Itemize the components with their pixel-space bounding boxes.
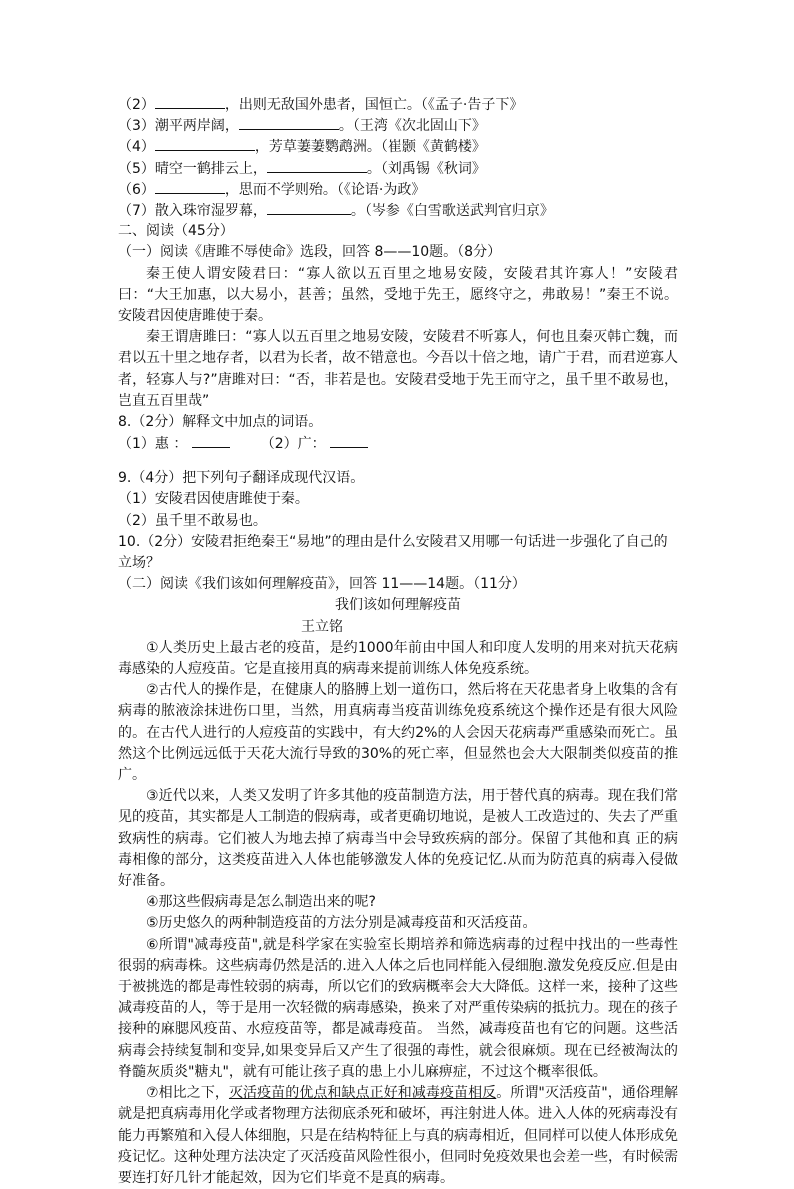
fill-in-item	[118, 94, 678, 115]
article-paragraph-3: ③近代以来，人类又发明了许多其他的疫苗制造方法，用于替代真的病毒。现在我们常见的疫苗，其实都是人工制造的假病毒，或者更确切地说，是被人工改造过的、失去了严重致病性的病毒。它们被人为地去掉了病毒当中会导致疾病的部分。保留了其他和真 正的病毒相像的部分，这类疫苗进入人体也能够激发人体的免疫记忆.从而为防范真的病毒入侵做好准备。	[118, 788, 678, 890]
fill-in-item	[118, 200, 678, 221]
item-number: （4）	[118, 139, 155, 156]
article-paragraph-4: ④那这些假病毒是怎么制造出来的呢?	[146, 894, 376, 911]
question-9-item-2: （2）虽千里不敢易也。	[118, 512, 267, 529]
question-8: 8.（2分）解释文中加点的词语。	[118, 413, 323, 430]
question-9: 9.（4分）把下列句子翻译成现代汉语。	[118, 470, 365, 487]
item-number: （2）	[118, 97, 155, 113]
article-paragraph-5: ⑤历史悠久的两种制造疫苗的方法分别是减毒疫苗和灭活疫苗。	[146, 915, 537, 932]
item-suffix-text: ，出则无敌国外患者，国恒亡。（《孟子·告子下》	[224, 97, 524, 113]
answer-space	[118, 454, 678, 468]
answer-blank[interactable]	[155, 179, 225, 194]
item-suffix-text: 。（岑参《白雪歌送武判官归京》	[350, 202, 554, 219]
item-number: （3）	[118, 118, 155, 135]
article-title: 我们该如何理解疫苗	[335, 597, 461, 614]
item-suffix-text: 。（王湾《次北固山下》	[338, 118, 486, 135]
answer-blank[interactable]	[239, 115, 339, 130]
q8-item-2-label: （2）广：	[260, 436, 326, 453]
item-prefix-text: 潮平两岸阔，	[154, 118, 239, 135]
fill-in-item	[118, 136, 678, 157]
item-number: （5）	[118, 160, 155, 177]
q8-item-1-label: （1）惠 ：	[118, 436, 188, 453]
q8-item-2-blank[interactable]	[330, 433, 368, 448]
item-number: （7）	[118, 202, 155, 219]
fill-in-item	[118, 115, 678, 136]
p7-underlined-sentence: 灭活疫苗的优点和缺点正好和减毒疫苗相反	[228, 1085, 497, 1102]
section-title: 二、阅读（45分）	[118, 223, 234, 240]
part1-heading: （一）阅读《唐雎不辱使命》选段，回答 8——10题。（8分）	[118, 244, 502, 261]
p7-rest: 。所谓"灭活疫苗"，通俗理解就是把真病毒用化学或者物理方法彻底杀死和破坏，再注射进人体。进入人体的死病毒没有能力再繁殖和入侵人体细胞，只是在结构特征上与真的病毒相近，但同样可以使人体形成免疫记忆。这种处理方法决定了灭活疫苗风险性很小，但同时免疫效果也会差一些，有时候需要连打好几针才能起效，因为它们毕竟不是真的病毒。	[118, 1085, 678, 1186]
answer-blank[interactable]	[155, 94, 225, 109]
passage-paragraph-2: 秦王谓唐雎曰：“寡人以五百里之地易安陵，安陵君不听寡人，何也且秦灭韩亡魏，而君以五十里之地存者，以君为长者，故不错意也。今吾以十倍之地，请广于君，而君逆寡人者，轻寡人与?”唐雎对曰：“否，非若是也。安陵君受地于先王而守之，虽千里不敢易也，岂直五百里哉”	[118, 329, 678, 409]
item-prefix-text: 晴空一鹤排云上，	[154, 160, 267, 177]
article-author: 王立铭	[301, 618, 343, 635]
article-paragraph-1: ①人类历史上最古老的疫苗，是约1000年前由中国人和印度人发明的用来对抗天花病毒感染的人痘疫苗。它是直接用真的病毒来提前训练人体免疫系统。	[118, 639, 678, 678]
question-10: 10.（2分）安陵君拒绝秦王“易地”的理由是什么安陵君又用哪一句话进一步强化了自己的立场？	[118, 533, 668, 572]
p7-lead: ⑦相比之下，	[146, 1085, 229, 1102]
part2-heading: （二）阅读《我们该如何理解疫苗》，回答 11——14题。（11分）	[118, 576, 526, 593]
fill-in-section	[118, 94, 678, 221]
article-paragraph-7	[118, 1083, 678, 1189]
item-suffix-text: ，芳草萋萋鹦鹉洲。（崔颢《黄鹤楼》	[254, 139, 486, 156]
question-9-item-1: （1）安陵君因使唐雎使于秦。	[118, 491, 309, 508]
exam-content	[118, 94, 678, 1189]
answer-blank[interactable]	[155, 136, 255, 151]
article-paragraph-2: ②古代人的操作是，在健康人的胳膊上划一道伤口，然后将在天花患者身上收集的含有病毒的脓液涂抹进伤口里，当然，用真病毒当疫苗训练免疫系统这个操作还是有很大风险的。在古代人进行的人痘疫苗的实践中，有大约2%的人会因天花病毒严重感染而死亡。虽然这个比例远远低于天花大流行导致的30%的死亡率，但显然也会大大限制类似疫苗的推广。	[118, 682, 678, 784]
passage-paragraph-1: 秦王使人谓安陵君曰：“寡人欲以五百里之地易安陵，安陵君其许寡人！”安陵君曰：“大王加惠，以大易小，甚善；虽然，受地于先王，愿终守之，弗敢易！”秦王不说。安陵君因使唐雎使于秦。	[118, 265, 678, 324]
q8-item-1-blank[interactable]	[192, 433, 230, 448]
fill-in-item	[118, 179, 678, 200]
item-suffix-text: ，思而不学则殆。（《论语·为政》	[224, 181, 426, 198]
item-prefix-text: 散入珠帘湿罗幕，	[154, 202, 267, 219]
item-suffix-text: 。（刘禹锡《秋词》	[366, 160, 486, 177]
fill-in-item	[118, 158, 678, 179]
item-number: （6）	[118, 181, 155, 198]
answer-blank[interactable]	[267, 200, 351, 215]
answer-blank[interactable]	[267, 158, 367, 173]
question-8-answers	[118, 433, 678, 454]
article-paragraph-6: ⑥所谓"减毒疫苗",就是科学家在实验室长期培养和筛选病毒的过程中找出的一些毒性很弱的病毒株。这些病毒仍然是活的.进入人体之后也同样能入侵细胞.激发免疫反应.但是由于被挑选的都是毒性较弱的病毒，所以它们的致病概率会大大降低。这样一来，接种了这些减毒疫苗的人，等于是用一次轻微的病毒感染，换来了对严重传染病的抵抗力。现在的孩子接种的麻腮风疫苗、水痘疫苗等，都是减毒疫苗。 当然，减毒疫苗也有它的问题。这些活病毒会持续复制和变异,如果变异后又产生了很强的毒性，就会很麻烦。现在已经被淘汰的脊髓灰质炎"糖丸"，就有可能让孩子真的患上小儿麻痹症，不过这个概率很低。	[118, 936, 678, 1080]
